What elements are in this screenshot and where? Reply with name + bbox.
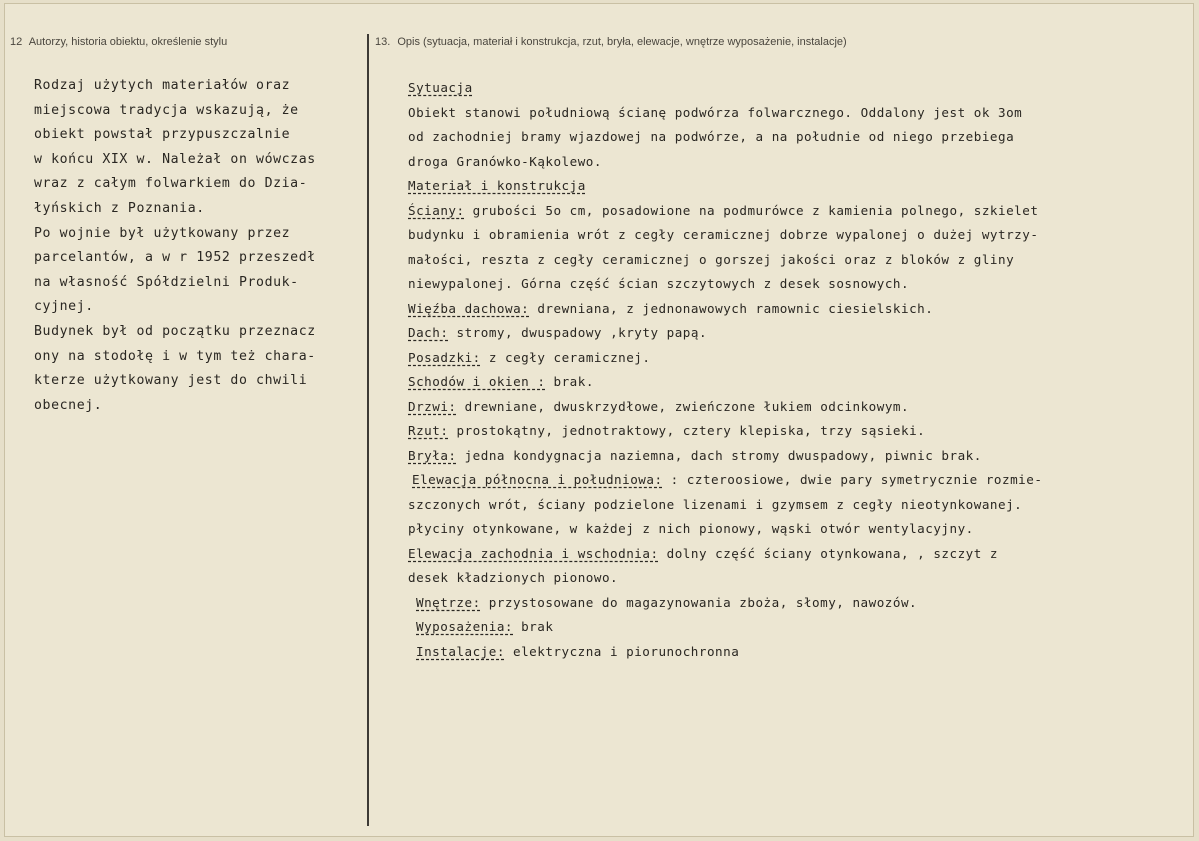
- history-line: wraz z całym folwarkiem do Dzia-: [34, 176, 308, 192]
- header-number: 12: [10, 36, 23, 48]
- elevation-west-east-label: Elewacja zachodnia i wschodnia:: [408, 545, 659, 561]
- roof-truss-text: drewniana, z jednonawowych ramownic ciesielskich.: [529, 300, 934, 316]
- furnishings-label: Wyposażenia:: [416, 619, 513, 634]
- roof-entry: [408, 321, 1193, 346]
- history-line: cyjnej.: [34, 299, 94, 315]
- elevation-north-south-line: szczonych wrót, ściany podzielone lizenami i gzymsem z cegły nieotynkowanej.: [408, 496, 1023, 512]
- floors-label: Posadzki:: [408, 349, 481, 365]
- header-authors-history: [10, 36, 227, 48]
- furnishings-entry: [408, 615, 1193, 640]
- elevation-west-east-entry: [408, 542, 1193, 567]
- elevation-west-east-line: desek kładzionych pionowo.: [408, 570, 619, 585]
- column-divider: [367, 34, 369, 826]
- massing-label: Bryła:: [408, 447, 457, 463]
- installations-entry: [408, 640, 1193, 665]
- history-line: na własność Spółdzielni Produk-: [34, 274, 299, 290]
- section-situation: [408, 76, 1193, 101]
- walls-line: niewypalonej. Górna część ścian szczytowych z desek sosnowych.: [408, 276, 910, 291]
- elevation-north-south-label: Elewacja północna i południowa:: [412, 472, 663, 487]
- situation-line: droga Granówko-Kąkolewo.: [408, 153, 602, 169]
- doors-entry: [408, 395, 1193, 420]
- situation-line: Obiekt stanowi południową ścianę podwórza folwarcznego. Oddalony jest ok 3om: [408, 104, 1023, 120]
- description-text: [408, 76, 1193, 664]
- stairs-windows-entry: [408, 370, 1193, 395]
- stairs-windows-label: Schodów i okien :: [408, 374, 546, 389]
- roof-truss-entry: [408, 297, 1193, 322]
- massing-text: jedna kondygnacja naziemna, dach stromy dwuspadowy, piwnic brak.: [456, 447, 982, 463]
- interior-label: Wnętrze:: [416, 594, 481, 610]
- stairs-windows-text: brak.: [545, 374, 594, 389]
- history-line: Rodzaj użytych materiałów oraz: [34, 78, 291, 93]
- header-title: Opis (sytuacja, materiał i konstrukcja, rzut, bryła, elewacje, wnętrze wyposażenie, instalacje): [397, 36, 847, 48]
- elevation-north-south-entry: [408, 468, 1193, 493]
- floors-entry: [408, 346, 1193, 371]
- history-line: obecnej.: [34, 397, 103, 413]
- walls-line: budynku i obramienia wrót z cegły ceramicznej dobrze wypalonej o dużej wytrzy-: [408, 227, 1039, 242]
- history-line: ony na stodołę i w tym też chara-: [34, 348, 316, 364]
- plan-label: Rzut:: [408, 423, 449, 438]
- history-line: Budynek był od początku przeznacz: [34, 323, 316, 339]
- furnishings-text: brak: [513, 619, 554, 634]
- history-line: miejscowa tradycja wskazują, że: [34, 102, 299, 118]
- situation-line: od zachodniej bramy wjazdowej na podwórze, a na południe od niego przebiega: [408, 129, 1015, 144]
- history-text: [34, 74, 364, 418]
- elevation-north-south-text: : czteroosiowe, dwie pary symetrycznie rozmie-: [662, 472, 1043, 487]
- history-line: obiekt powstał przypuszczalnie: [34, 127, 291, 143]
- interior-text: przystosowane do magazynowania zboża, słomy, nawozów.: [480, 594, 918, 610]
- roof-text: stromy, dwuspadowy ,kryty papą.: [448, 325, 708, 340]
- header-description: [375, 36, 847, 48]
- roof-label: Dach:: [408, 325, 449, 340]
- interior-entry: [408, 591, 1193, 616]
- walls-line: małości, reszta z cegły ceramicznej o gorszej jakości oraz z bloków z gliny: [408, 251, 1015, 267]
- doors-label: Drzwi:: [408, 398, 457, 414]
- history-line: Po wojnie był użytkowany przez: [34, 225, 291, 241]
- section-material: [408, 174, 1193, 199]
- plan-entry: [408, 419, 1193, 444]
- walls-entry: [408, 199, 1193, 224]
- header-title: Autorzy, historia obiektu, określenie stylu: [28, 36, 228, 48]
- plan-text: prostokątny, jednotraktowy, cztery klepiska, trzy sąsieki.: [448, 423, 926, 438]
- history-line: parcelantów, a w r 1952 przeszedł: [34, 250, 316, 266]
- massing-entry: [408, 444, 1193, 469]
- header-number: 13.: [375, 36, 391, 48]
- elevation-west-east-text: dolny część ściany otynkowana, , szczyt z: [658, 545, 998, 561]
- roof-truss-label: Więźba dachowa:: [408, 300, 530, 316]
- history-line: w końcu XIX w. Należał on wówczas: [34, 151, 316, 167]
- doors-text: drewniane, dwuskrzydłowe, zwieńczone łukiem odcinkowym.: [456, 398, 910, 414]
- walls-label: Ściany:: [408, 202, 465, 218]
- situation-heading: Sytuacja: [408, 80, 473, 95]
- history-line: kterze użytkowany jest do chwili: [34, 373, 308, 389]
- installations-label: Instalacje:: [416, 643, 505, 659]
- floors-text: z cegły ceramicznej.: [480, 349, 651, 365]
- material-heading: Materiał i konstrukcja: [408, 178, 586, 193]
- elevation-north-south-line: płyciny otynkowane, w każdej z nich pionowy, wąski otwór wentylacyjny.: [408, 521, 974, 536]
- walls-text: grubości 5o cm, posadowione na podmurówce z kamienia polnego, szkielet: [464, 202, 1039, 218]
- installations-text: elektryczna i piorunochronna: [504, 643, 740, 659]
- history-line: łyńskich z Poznania.: [34, 200, 205, 216]
